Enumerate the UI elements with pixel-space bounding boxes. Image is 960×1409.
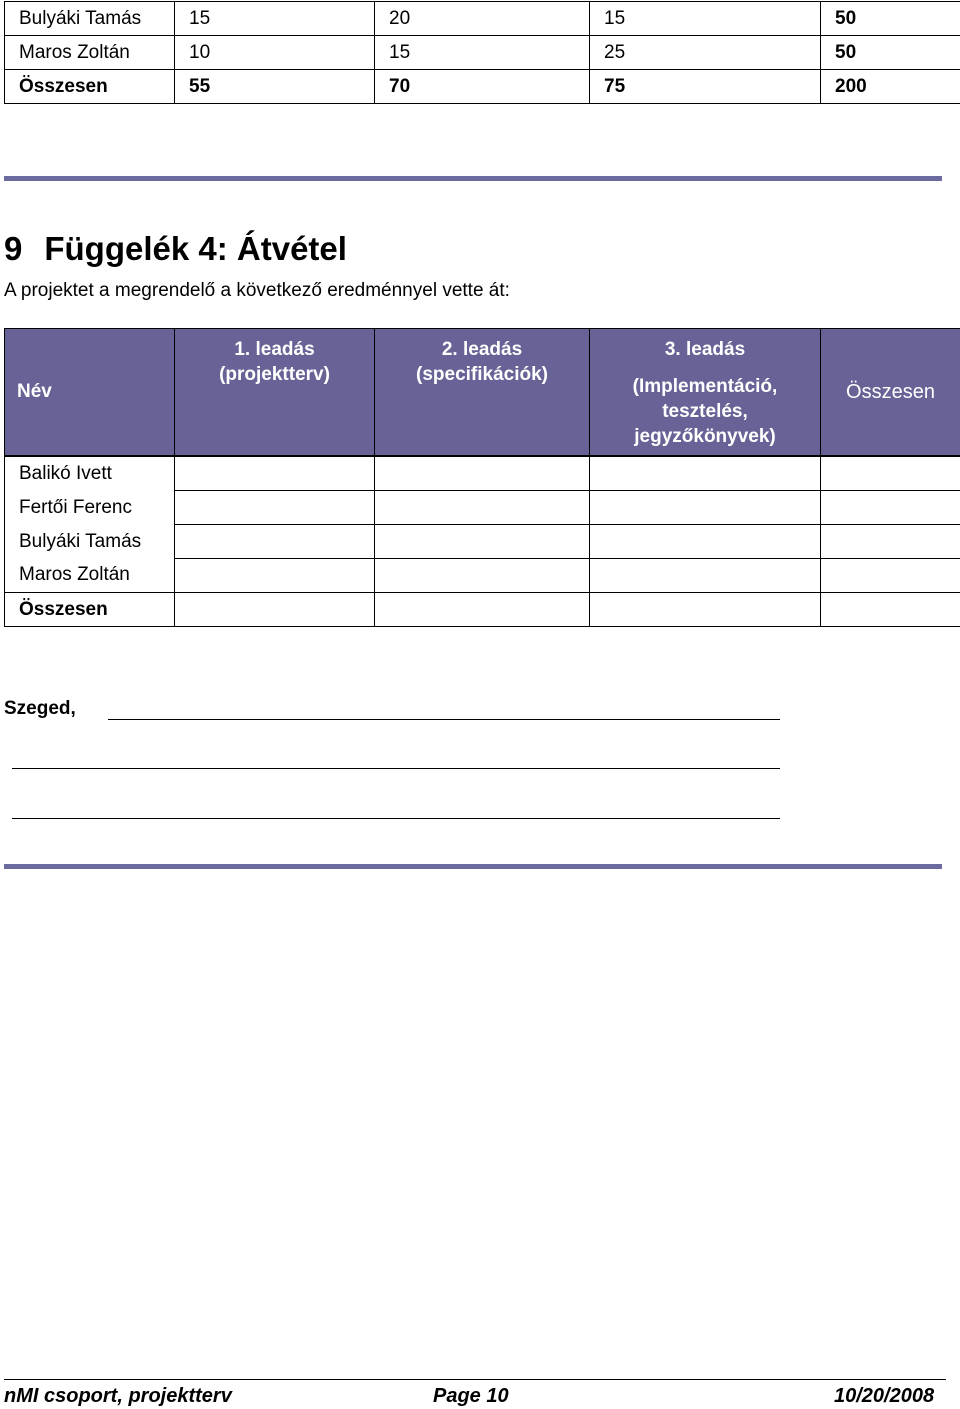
empty-cell — [375, 491, 590, 525]
header-line: 2. leadás — [441, 339, 523, 360]
cell-value: 15 — [590, 2, 821, 36]
cell-value: 20 — [375, 2, 590, 36]
table-header-row — [5, 329, 960, 457]
header-line: (Implementáció, — [632, 376, 778, 397]
cell-value: 10 — [175, 36, 375, 70]
empty-cell — [375, 559, 590, 593]
cell-value: 55 — [175, 70, 375, 104]
empty-cell — [375, 456, 590, 491]
empty-cell — [175, 593, 375, 627]
empty-cell — [590, 491, 821, 525]
header-line: (specifikációk) — [416, 364, 548, 385]
cell-total: 200 — [821, 70, 960, 104]
row-name: Összesen — [5, 70, 175, 104]
header-line: 1. leadás — [234, 339, 315, 360]
cell-total: 50 — [821, 2, 960, 36]
empty-cell — [590, 559, 821, 593]
table-row — [5, 36, 960, 70]
signature-line — [12, 818, 780, 819]
section-title: Függelék 4: Átvétel — [44, 230, 347, 267]
cell-value: 75 — [590, 70, 821, 104]
empty-cell — [175, 559, 375, 593]
row-name: Maros Zoltán — [5, 559, 175, 593]
acceptance-table — [4, 328, 960, 627]
section-number: 9 — [4, 230, 23, 267]
signature-place: Szeged, — [4, 698, 76, 719]
header-line: 3. leadás — [664, 339, 746, 360]
empty-cell — [821, 593, 960, 627]
empty-cell — [375, 593, 590, 627]
table-row-total — [5, 70, 960, 104]
date-line — [108, 719, 780, 720]
header-total: Összesen — [821, 329, 960, 457]
header-line: tesztelés, — [662, 401, 748, 422]
cell-value: 70 — [375, 70, 590, 104]
empty-cell — [590, 456, 821, 491]
section-divider — [4, 176, 942, 181]
row-name: Balikó Ivett — [5, 456, 175, 491]
section-divider — [4, 864, 942, 869]
section-heading — [4, 230, 347, 268]
footer-project: nMI csoport, projektterv — [4, 1385, 232, 1407]
cell-total: 50 — [821, 36, 960, 70]
empty-cell — [175, 456, 375, 491]
table-row — [5, 491, 960, 525]
row-name: Fertői Ferenc — [5, 491, 175, 525]
empty-cell — [175, 525, 375, 559]
signature-line — [12, 768, 780, 769]
table-row — [5, 2, 960, 36]
points-table — [4, 1, 960, 104]
table-row — [5, 456, 960, 491]
table-row-total — [5, 593, 960, 627]
header-line: (projektterv) — [219, 364, 330, 385]
header-delivery-2 — [375, 329, 590, 457]
row-name: Bulyáki Tamás — [5, 525, 175, 559]
empty-cell — [821, 491, 960, 525]
footer-page-number: Page 10 — [433, 1385, 509, 1407]
cell-value: 15 — [175, 2, 375, 36]
row-name: Maros Zoltán — [5, 36, 175, 70]
intro-paragraph: A projektet a megrendelő a következő eredménnyel vette át: — [4, 280, 510, 301]
empty-cell — [821, 559, 960, 593]
empty-cell — [175, 491, 375, 525]
table-row — [5, 525, 960, 559]
empty-cell — [375, 525, 590, 559]
table-row — [5, 559, 960, 593]
empty-cell — [821, 525, 960, 559]
cell-value: 15 — [375, 36, 590, 70]
cell-value: 25 — [590, 36, 821, 70]
empty-cell — [590, 525, 821, 559]
header-line: jegyzőkönyvek) — [634, 426, 776, 447]
row-name: Összesen — [5, 593, 175, 627]
empty-cell — [821, 456, 960, 491]
footer-divider — [4, 1379, 946, 1380]
header-name: Név — [5, 329, 175, 457]
header-delivery-3 — [590, 329, 821, 457]
header-delivery-1 — [175, 329, 375, 457]
footer-date: 10/20/2008 — [834, 1385, 935, 1407]
empty-cell — [590, 593, 821, 627]
row-name: Bulyáki Tamás — [5, 2, 175, 36]
